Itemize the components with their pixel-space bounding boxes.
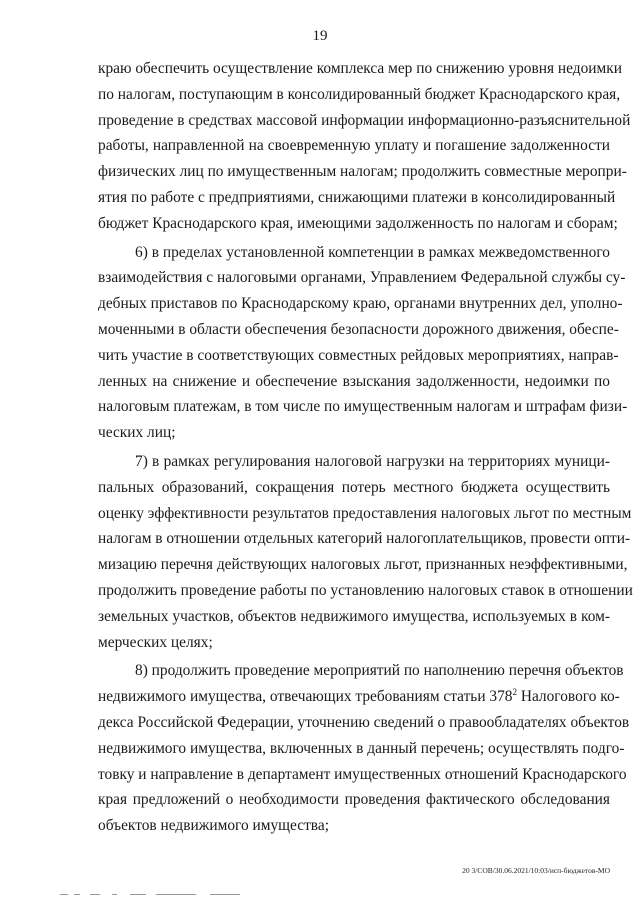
text-line: ческих лиц; [98, 424, 176, 442]
text-line: краю обеспечить осуществление комплекса мер по снижению уровня недоимки [98, 60, 622, 77]
scan-artifact-marks [60, 894, 260, 896]
text-line: налогам в отношении отдельных категорий налогоплательщиков, провести опти- [98, 530, 631, 548]
text-line: мизацию перечня действующих налоговых льгот, признанных неэффективными, [98, 556, 628, 574]
text-line: недвижимого имущества, включенных в данный перечень; осуществлять подго- [98, 739, 625, 757]
text-line: ятия по работе с предприятиями, снижающими платежи в консолидированный [98, 188, 616, 206]
document-footer-code: 20 3/СОВ/30.06.2021/10:03/исп-бюджетов-МО [462, 866, 610, 875]
text-line: моченными в области обеспечения безопасности дорожного движения, обеспе- [98, 320, 619, 338]
text-line: товку и направление в департамент имущественных отношений Краснодарского [98, 765, 627, 783]
text-line: декса Российской Федерации, уточнению сведений о правообладателях объектов [98, 713, 630, 731]
document-body [98, 56, 633, 839]
text-line: пальных образований, сокращения потерь местного бюджета осуществить [98, 478, 610, 496]
text-line: физических лиц по имущественным налогам; продолжить совместные меропри- [98, 163, 627, 181]
text-line: взаимодействия с налоговыми органами, Управлением Федеральной службы су- [98, 269, 626, 287]
text-line: 7) в рамках регулирования налоговой нагрузки на территориях муници- [135, 452, 610, 470]
text-line: 8) продолжить проведение мероприятий по наполнению перечня объектов [135, 662, 624, 680]
paragraph-item-7 [98, 449, 633, 655]
text-line: налоговым платежам, в том числе по имущественным налогам и штрафам физи- [98, 398, 628, 416]
text-line: мерческих целях; [98, 633, 213, 651]
text-line: по налогам, поступающим в консолидированный бюджет Краснодарского края, [98, 85, 621, 103]
text-line: бюджет Краснодарского края, имеющими задолженность по налогам и сборам; [98, 214, 618, 232]
text-line: работы, направленной на своевременную уплату и погашение задолженности [98, 137, 610, 155]
paragraph-item-8 [98, 658, 630, 839]
text-line: продолжить проведение работы по установлению налоговых ставок в отношении [98, 581, 633, 599]
page-number: 19 [312, 28, 328, 44]
text-line: объектов недвижимого имущества; [98, 817, 329, 835]
text-line: проведение в средствах массовой информации информационно-разъяснительной [98, 111, 631, 129]
text-line: края предложений о необходимости проведения фактического обследования [98, 791, 610, 809]
text-fragment: недвижимого имущества, отвечающих требованиям статьи 378 [98, 688, 513, 706]
text-line-with-superscript [98, 684, 620, 710]
text-line: дебных приставов по Краснодарскому краю, органами внутренних дел, уполно- [98, 295, 623, 313]
paragraph-item-6 [98, 240, 628, 446]
paragraph-intro [98, 56, 631, 237]
text-line: 6) в пределах установленной компетенции в рамках межведомственного [135, 243, 610, 261]
text-line: ленных на снижение и обеспечение взыскания задолженности, недоимки по [98, 372, 610, 390]
text-line: оценку эффективности результатов предоставления налоговых льгот по местным [98, 504, 632, 522]
superscript: 2 [512, 687, 517, 698]
text-line: земельных участков, объектов недвижимого имущества, используемых в ком- [98, 607, 610, 625]
text-fragment: Налогового ко- [517, 688, 620, 706]
text-line: чить участие в соответствующих совместных рейдовых мероприятиях, направ- [98, 346, 619, 364]
